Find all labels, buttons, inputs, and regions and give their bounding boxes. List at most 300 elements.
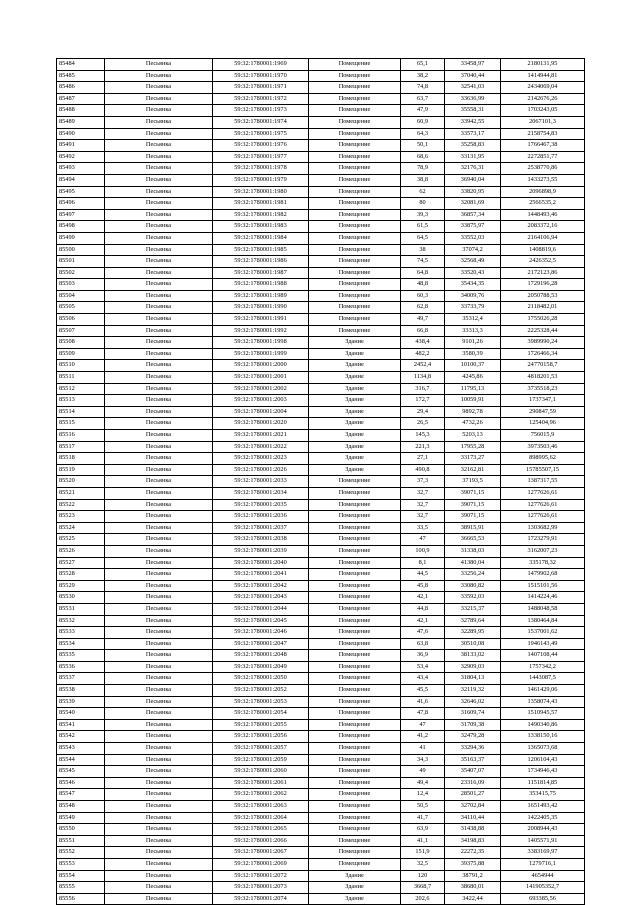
cadastral-value-cell: 2050788,53 xyxy=(501,290,585,302)
area-cell: 1134,8 xyxy=(401,372,445,384)
area-cell: 66,8 xyxy=(401,325,445,337)
area-cell: 27,1 xyxy=(401,453,445,465)
unit-cost-cell: 23316,09 xyxy=(445,777,501,789)
settlement-cell: Песьянка xyxy=(105,360,213,372)
table-row xyxy=(57,499,585,511)
unit-cost-cell: 32119,32 xyxy=(445,685,501,697)
object-type-cell: Здание xyxy=(309,406,401,418)
row-number-cell: 85524 xyxy=(57,522,105,534)
table-row xyxy=(57,383,585,395)
area-cell: 42,1 xyxy=(401,615,445,627)
settlement-cell: Песьянка xyxy=(105,441,213,453)
unit-cost-cell: 32702,84 xyxy=(445,801,501,813)
cadastral-number-cell: 59:32:1780001:2020 xyxy=(213,418,309,430)
area-cell: 41,1 xyxy=(401,835,445,847)
cadastral-number-cell: 59:32:1780001:2039 xyxy=(213,545,309,557)
settlement-cell: Песьянка xyxy=(105,116,213,128)
area-cell: 39,3 xyxy=(401,209,445,221)
object-type-cell: Помещение xyxy=(309,511,401,523)
table-row xyxy=(57,116,585,128)
cadastral-number-cell: 59:32:1780001:2055 xyxy=(213,719,309,731)
cadastral-value-cell: 1277626,61 xyxy=(501,499,585,511)
cadastral-number-cell: 59:32:1780001:2060 xyxy=(213,766,309,778)
table-row xyxy=(57,163,585,175)
cadastral-value-cell: 2172123,86 xyxy=(501,267,585,279)
cadastral-value-cell: 4818201,53 xyxy=(501,372,585,384)
object-type-cell: Помещение xyxy=(309,163,401,175)
unit-cost-cell: 17955,28 xyxy=(445,441,501,453)
cadastral-value-cell: 3735518,23 xyxy=(501,383,585,395)
settlement-cell: Песьянка xyxy=(105,511,213,523)
cadastral-number-cell: 59:32:1780001:2044 xyxy=(213,603,309,615)
object-type-cell: Помещение xyxy=(309,545,401,557)
area-cell: 151,9 xyxy=(401,847,445,859)
unit-cost-cell: 33294,36 xyxy=(445,743,501,755)
cadastral-number-cell: 59:32:1780001:2047 xyxy=(213,638,309,650)
settlement-cell: Песьянка xyxy=(105,812,213,824)
cadastral-number-cell: 59:32:1780001:1978 xyxy=(213,163,309,175)
settlement-cell: Песьянка xyxy=(105,801,213,813)
table-row xyxy=(57,847,585,859)
cadastral-value-cell: 3989990,24 xyxy=(501,337,585,349)
cadastral-number-cell: 59:32:1780001:2022 xyxy=(213,441,309,453)
area-cell: 48,8 xyxy=(401,279,445,291)
cadastral-value-cell: 2225328,44 xyxy=(501,325,585,337)
object-type-cell: Здание xyxy=(309,395,401,407)
cadastral-number-cell: 59:32:1780001:2046 xyxy=(213,627,309,639)
cadastral-number-cell: 59:32:1780001:1998 xyxy=(213,337,309,349)
cadastral-number-cell: 59:32:1780001:2042 xyxy=(213,580,309,592)
area-cell: 49,7 xyxy=(401,314,445,326)
object-type-cell: Помещение xyxy=(309,140,401,152)
cadastral-number-cell: 59:32:1780001:2067 xyxy=(213,847,309,859)
area-cell: 490,8 xyxy=(401,464,445,476)
cadastral-number-cell: 59:32:1780001:1982 xyxy=(213,209,309,221)
unit-cost-cell: 38680,01 xyxy=(445,882,501,894)
cadastral-number-cell: 59:32:1780001:2062 xyxy=(213,789,309,801)
table-row xyxy=(57,267,585,279)
table-row xyxy=(57,279,585,291)
settlement-cell: Песьянка xyxy=(105,858,213,870)
table-row xyxy=(57,186,585,198)
row-number-cell: 85526 xyxy=(57,545,105,557)
unit-cost-cell: 33313,3 xyxy=(445,325,501,337)
row-number-cell: 85545 xyxy=(57,766,105,778)
cadastral-value-cell: 1946143,49 xyxy=(501,638,585,650)
settlement-cell: Песьянка xyxy=(105,685,213,697)
table-row xyxy=(57,603,585,615)
table-row xyxy=(57,545,585,557)
table-row xyxy=(57,696,585,708)
settlement-cell: Песьянка xyxy=(105,93,213,105)
unit-cost-cell: 37040,44 xyxy=(445,70,501,82)
area-cell: 41,2 xyxy=(401,731,445,743)
object-type-cell: Помещение xyxy=(309,151,401,163)
cadastral-table xyxy=(56,58,585,905)
unit-cost-cell: 32541,03 xyxy=(445,82,501,94)
area-cell: 50,5 xyxy=(401,801,445,813)
row-number-cell: 85529 xyxy=(57,580,105,592)
unit-cost-cell: 33592,03 xyxy=(445,592,501,604)
area-cell: 41 xyxy=(401,743,445,755)
cadastral-number-cell: 59:32:1780001:2004 xyxy=(213,406,309,418)
cadastral-value-cell: 2566535,2 xyxy=(501,198,585,210)
settlement-cell: Песьянка xyxy=(105,580,213,592)
cadastral-number-cell: 59:32:1780001:2000 xyxy=(213,360,309,372)
unit-cost-cell: 34110,44 xyxy=(445,812,501,824)
unit-cost-cell: 22272,35 xyxy=(445,847,501,859)
area-cell: 41,6 xyxy=(401,696,445,708)
unit-cost-cell: 33942,55 xyxy=(445,116,501,128)
area-cell: 47 xyxy=(401,719,445,731)
cadastral-number-cell: 59:32:1780001:2035 xyxy=(213,499,309,511)
object-type-cell: Здание xyxy=(309,870,401,882)
settlement-cell: Песьянка xyxy=(105,615,213,627)
object-type-cell: Здание xyxy=(309,430,401,442)
object-type-cell: Помещение xyxy=(309,696,401,708)
row-number-cell: 85492 xyxy=(57,151,105,163)
settlement-cell: Песьянка xyxy=(105,487,213,499)
settlement-cell: Песьянка xyxy=(105,545,213,557)
row-number-cell: 85534 xyxy=(57,638,105,650)
object-type-cell: Помещение xyxy=(309,847,401,859)
object-type-cell: Помещение xyxy=(309,766,401,778)
row-number-cell: 85494 xyxy=(57,174,105,186)
cadastral-number-cell: 59:32:1780001:2056 xyxy=(213,731,309,743)
cadastral-value-cell: 898995,62 xyxy=(501,453,585,465)
row-number-cell: 85555 xyxy=(57,882,105,894)
table-row xyxy=(57,487,585,499)
object-type-cell: Помещение xyxy=(309,673,401,685)
unit-cost-cell: 32646,02 xyxy=(445,696,501,708)
cadastral-number-cell: 59:32:1780001:2043 xyxy=(213,592,309,604)
cadastral-value-cell: 3383169,97 xyxy=(501,847,585,859)
cadastral-value-cell: 1734946,43 xyxy=(501,766,585,778)
unit-cost-cell: 36940,04 xyxy=(445,174,501,186)
table-row xyxy=(57,140,585,152)
settlement-cell: Песьянка xyxy=(105,267,213,279)
object-type-cell: Помещение xyxy=(309,685,401,697)
settlement-cell: Песьянка xyxy=(105,325,213,337)
cadastral-value-cell: 1726466,34 xyxy=(501,348,585,360)
unit-cost-cell: 39071,15 xyxy=(445,499,501,511)
table-row xyxy=(57,673,585,685)
object-type-cell: Помещение xyxy=(309,476,401,488)
cadastral-value-cell: 2067101,3 xyxy=(501,116,585,128)
table-row xyxy=(57,882,585,894)
cadastral-value-cell: 1387317,55 xyxy=(501,476,585,488)
object-type-cell: Помещение xyxy=(309,789,401,801)
cadastral-number-cell: 59:32:1780001:1980 xyxy=(213,186,309,198)
settlement-cell: Песьянка xyxy=(105,835,213,847)
settlement-cell: Песьянка xyxy=(105,279,213,291)
row-number-cell: 85488 xyxy=(57,105,105,117)
area-cell: 44,5 xyxy=(401,569,445,581)
object-type-cell: Помещение xyxy=(309,661,401,673)
cadastral-number-cell: 59:32:1780001:2026 xyxy=(213,464,309,476)
object-type-cell: Помещение xyxy=(309,627,401,639)
table-row xyxy=(57,244,585,256)
settlement-cell: Песьянка xyxy=(105,348,213,360)
cadastral-number-cell: 59:32:1780001:2002 xyxy=(213,383,309,395)
table-row xyxy=(57,789,585,801)
settlement-cell: Песьянка xyxy=(105,534,213,546)
table-row xyxy=(57,290,585,302)
row-number-cell: 85525 xyxy=(57,534,105,546)
area-cell: 100,9 xyxy=(401,545,445,557)
settlement-cell: Песьянка xyxy=(105,314,213,326)
unit-cost-cell: 9892,78 xyxy=(445,406,501,418)
row-number-cell: 85517 xyxy=(57,441,105,453)
object-type-cell: Помещение xyxy=(309,93,401,105)
table-row xyxy=(57,719,585,731)
object-type-cell: Помещение xyxy=(309,128,401,140)
unit-cost-cell: 4732,26 xyxy=(445,418,501,430)
cadastral-value-cell: 1755026,28 xyxy=(501,314,585,326)
table-row xyxy=(57,453,585,465)
table-row xyxy=(57,221,585,233)
cadastral-value-cell: 1365073,68 xyxy=(501,743,585,755)
table-row xyxy=(57,766,585,778)
table-row xyxy=(57,93,585,105)
row-number-cell: 85536 xyxy=(57,661,105,673)
unit-cost-cell: 31609,74 xyxy=(445,708,501,720)
settlement-cell: Песьянка xyxy=(105,650,213,662)
object-type-cell: Помещение xyxy=(309,592,401,604)
table-row xyxy=(57,754,585,766)
table-row xyxy=(57,615,585,627)
object-type-cell: Помещение xyxy=(309,70,401,82)
object-type-cell: Здание xyxy=(309,453,401,465)
area-cell: 482,2 xyxy=(401,348,445,360)
table-row xyxy=(57,511,585,523)
row-number-cell: 85512 xyxy=(57,383,105,395)
table-row xyxy=(57,406,585,418)
area-cell: 80 xyxy=(401,198,445,210)
unit-cost-cell: 31804,13 xyxy=(445,673,501,685)
area-cell: 78,9 xyxy=(401,163,445,175)
table-row xyxy=(57,256,585,268)
unit-cost-cell: 32289,95 xyxy=(445,627,501,639)
cadastral-number-cell: 59:32:1780001:2001 xyxy=(213,372,309,384)
settlement-cell: Песьянка xyxy=(105,557,213,569)
cadastral-value-cell: 2096898,9 xyxy=(501,186,585,198)
cadastral-number-cell: 59:32:1780001:2052 xyxy=(213,685,309,697)
unit-cost-cell: 31438,88 xyxy=(445,824,501,836)
unit-cost-cell: 33573,17 xyxy=(445,128,501,140)
unit-cost-cell: 41380,04 xyxy=(445,557,501,569)
settlement-cell: Песьянка xyxy=(105,59,213,71)
object-type-cell: Здание xyxy=(309,360,401,372)
object-type-cell: Помещение xyxy=(309,719,401,731)
cadastral-value-cell: 1703243,05 xyxy=(501,105,585,117)
settlement-cell: Песьянка xyxy=(105,186,213,198)
cadastral-number-cell: 59:32:1780001:2073 xyxy=(213,882,309,894)
unit-cost-cell: 35258,83 xyxy=(445,140,501,152)
area-cell: 221,3 xyxy=(401,441,445,453)
row-number-cell: 85486 xyxy=(57,82,105,94)
unit-cost-cell: 35434,35 xyxy=(445,279,501,291)
area-cell: 38,8 xyxy=(401,174,445,186)
object-type-cell: Помещение xyxy=(309,256,401,268)
cadastral-number-cell: 59:32:1780001:1981 xyxy=(213,198,309,210)
table-row xyxy=(57,314,585,326)
cadastral-number-cell: 59:32:1780001:2041 xyxy=(213,569,309,581)
cadastral-number-cell: 59:32:1780001:1979 xyxy=(213,174,309,186)
settlement-cell: Песьянка xyxy=(105,754,213,766)
area-cell: 38 xyxy=(401,244,445,256)
area-cell: 43,4 xyxy=(401,673,445,685)
settlement-cell: Песьянка xyxy=(105,627,213,639)
settlement-cell: Песьянка xyxy=(105,372,213,384)
cadastral-number-cell: 59:32:1780001:1983 xyxy=(213,221,309,233)
row-number-cell: 85523 xyxy=(57,511,105,523)
cadastral-number-cell: 59:32:1780001:2059 xyxy=(213,754,309,766)
object-type-cell: Здание xyxy=(309,893,401,905)
area-cell: 62,8 xyxy=(401,302,445,314)
object-type-cell: Помещение xyxy=(309,302,401,314)
row-number-cell: 85510 xyxy=(57,360,105,372)
cadastral-value-cell: 1448493,46 xyxy=(501,209,585,221)
unit-cost-cell: 3580,39 xyxy=(445,348,501,360)
row-number-cell: 85515 xyxy=(57,418,105,430)
settlement-cell: Песьянка xyxy=(105,731,213,743)
row-number-cell: 85511 xyxy=(57,372,105,384)
settlement-cell: Песьянка xyxy=(105,163,213,175)
table-row xyxy=(57,476,585,488)
cadastral-value-cell: 1490340,86 xyxy=(501,719,585,731)
cadastral-value-cell: 2180131,95 xyxy=(501,59,585,71)
settlement-cell: Песьянка xyxy=(105,244,213,256)
unit-cost-cell: 33256,24 xyxy=(445,569,501,581)
cadastral-number-cell: 59:32:1780001:2061 xyxy=(213,777,309,789)
area-cell: 64,3 xyxy=(401,128,445,140)
object-type-cell: Помещение xyxy=(309,708,401,720)
settlement-cell: Песьянка xyxy=(105,464,213,476)
settlement-cell: Песьянка xyxy=(105,603,213,615)
cadastral-value-cell: 1405571,91 xyxy=(501,835,585,847)
unit-cost-cell: 4245,86 xyxy=(445,372,501,384)
unit-cost-cell: 39071,15 xyxy=(445,511,501,523)
row-number-cell: 85530 xyxy=(57,592,105,604)
table-row xyxy=(57,824,585,836)
row-number-cell: 85497 xyxy=(57,209,105,221)
settlement-cell: Песьянка xyxy=(105,569,213,581)
object-type-cell: Помещение xyxy=(309,82,401,94)
cadastral-number-cell: 59:32:1780001:2054 xyxy=(213,708,309,720)
unit-cost-cell: 36665,53 xyxy=(445,534,501,546)
cadastral-number-cell: 59:32:1780001:2050 xyxy=(213,673,309,685)
row-number-cell: 85506 xyxy=(57,314,105,326)
settlement-cell: Песьянка xyxy=(105,395,213,407)
area-cell: 36,9 xyxy=(401,650,445,662)
table-row xyxy=(57,395,585,407)
row-number-cell: 85539 xyxy=(57,696,105,708)
cadastral-value-cell: 353415,75 xyxy=(501,789,585,801)
table-row xyxy=(57,360,585,372)
table-row xyxy=(57,418,585,430)
settlement-cell: Песьянка xyxy=(105,661,213,673)
row-number-cell: 85504 xyxy=(57,290,105,302)
settlement-cell: Песьянка xyxy=(105,128,213,140)
cadastral-value-cell: 1277626,61 xyxy=(501,487,585,499)
table-row xyxy=(57,801,585,813)
area-cell: 3668,7 xyxy=(401,882,445,894)
area-cell: 47,9 xyxy=(401,105,445,117)
table-row xyxy=(57,580,585,592)
row-number-cell: 85491 xyxy=(57,140,105,152)
row-number-cell: 85498 xyxy=(57,221,105,233)
cadastral-value-cell: 1407108,44 xyxy=(501,650,585,662)
row-number-cell: 85551 xyxy=(57,835,105,847)
row-number-cell: 85535 xyxy=(57,650,105,662)
cadastral-number-cell: 59:32:1780001:2069 xyxy=(213,858,309,870)
area-cell: 37,3 xyxy=(401,476,445,488)
row-number-cell: 85548 xyxy=(57,801,105,813)
cadastral-number-cell: 59:32:1780001:2045 xyxy=(213,615,309,627)
unit-cost-cell: 28501,27 xyxy=(445,789,501,801)
unit-cost-cell: 32479,28 xyxy=(445,731,501,743)
unit-cost-cell: 33552,03 xyxy=(445,232,501,244)
unit-cost-cell: 33875,97 xyxy=(445,221,501,233)
row-number-cell: 85519 xyxy=(57,464,105,476)
unit-cost-cell: 32162,81 xyxy=(445,464,501,476)
table-row xyxy=(57,337,585,349)
row-number-cell: 85490 xyxy=(57,128,105,140)
unit-cost-cell: 38133,02 xyxy=(445,650,501,662)
unit-cost-cell: 35163,37 xyxy=(445,754,501,766)
object-type-cell: Помещение xyxy=(309,731,401,743)
cadastral-number-cell: 59:32:1780001:2036 xyxy=(213,511,309,523)
row-number-cell: 85485 xyxy=(57,70,105,82)
cadastral-number-cell: 59:32:1780001:2038 xyxy=(213,534,309,546)
object-type-cell: Помещение xyxy=(309,325,401,337)
area-cell: 60,9 xyxy=(401,116,445,128)
cadastral-number-cell: 59:32:1780001:1992 xyxy=(213,325,309,337)
settlement-cell: Песьянка xyxy=(105,105,213,117)
unit-cost-cell: 32568,49 xyxy=(445,256,501,268)
settlement-cell: Песьянка xyxy=(105,777,213,789)
unit-cost-cell: 33080,82 xyxy=(445,580,501,592)
settlement-cell: Песьянка xyxy=(105,209,213,221)
cadastral-value-cell: 1408819,6 xyxy=(501,244,585,256)
table-row xyxy=(57,59,585,71)
settlement-cell: Песьянка xyxy=(105,406,213,418)
object-type-cell: Помещение xyxy=(309,267,401,279)
cadastral-number-cell: 59:32:1780001:1972 xyxy=(213,93,309,105)
cadastral-value-cell: 1358074,43 xyxy=(501,696,585,708)
object-type-cell: Помещение xyxy=(309,244,401,256)
cadastral-number-cell: 59:32:1780001:1975 xyxy=(213,128,309,140)
object-type-cell: Здание xyxy=(309,383,401,395)
unit-cost-cell: 31338,03 xyxy=(445,545,501,557)
row-number-cell: 85520 xyxy=(57,476,105,488)
cadastral-number-cell: 59:32:1780001:2021 xyxy=(213,430,309,442)
object-type-cell: Помещение xyxy=(309,522,401,534)
settlement-cell: Песьянка xyxy=(105,453,213,465)
unit-cost-cell: 38791,2 xyxy=(445,870,501,882)
cadastral-value-cell: 1338150,16 xyxy=(501,731,585,743)
object-type-cell: Помещение xyxy=(309,290,401,302)
table-row xyxy=(57,685,585,697)
row-number-cell: 85487 xyxy=(57,93,105,105)
object-type-cell: Помещение xyxy=(309,835,401,847)
settlement-cell: Песьянка xyxy=(105,82,213,94)
unit-cost-cell: 11795,13 xyxy=(445,383,501,395)
table-row xyxy=(57,592,585,604)
row-number-cell: 85553 xyxy=(57,858,105,870)
settlement-cell: Песьянка xyxy=(105,824,213,836)
